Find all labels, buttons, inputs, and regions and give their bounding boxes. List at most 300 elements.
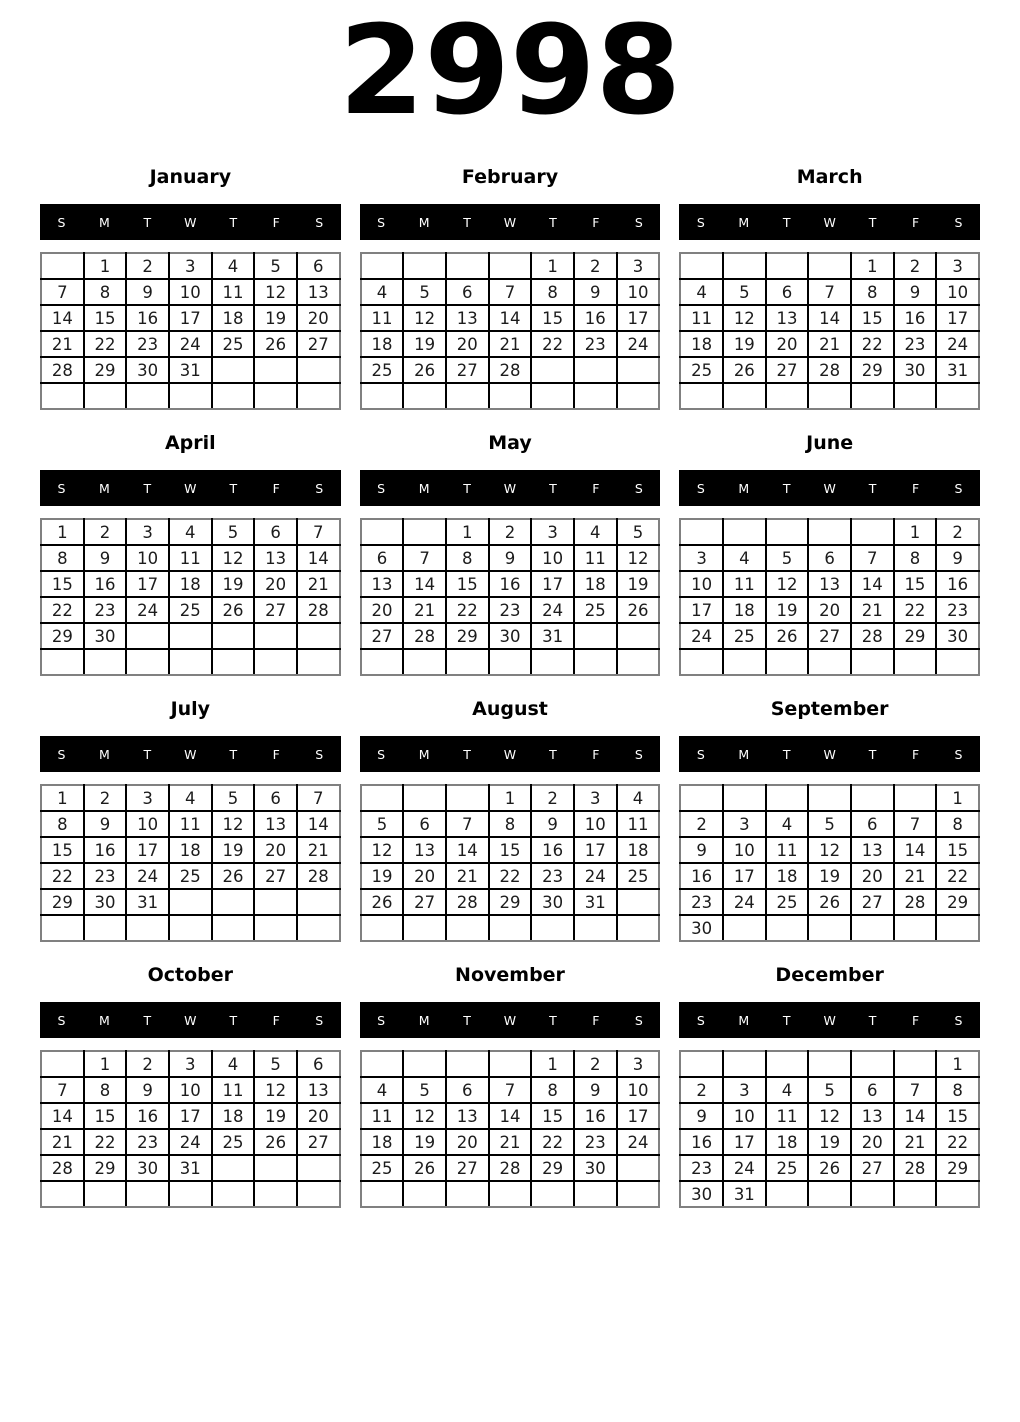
week-row — [680, 253, 979, 279]
day-cell: 12 — [254, 1077, 297, 1103]
weekday-label: S — [696, 214, 705, 230]
week-row — [41, 253, 340, 279]
day-cell: 10 — [723, 837, 766, 863]
empty-day-cell — [851, 1051, 894, 1077]
day-cell: 3 — [723, 811, 766, 837]
week-row — [361, 305, 660, 331]
day-cell: 6 — [851, 1077, 894, 1103]
empty-day-cell — [531, 915, 574, 941]
empty-day-cell — [574, 623, 617, 649]
empty-day-cell — [126, 915, 169, 941]
day-cell: 22 — [531, 331, 574, 357]
day-cell: 15 — [446, 571, 489, 597]
day-cell: 29 — [489, 889, 532, 915]
day-cell: 5 — [403, 1077, 446, 1103]
week-row — [41, 915, 340, 941]
day-cell: 13 — [297, 279, 340, 305]
day-cell: 23 — [84, 863, 127, 889]
week-row — [680, 545, 979, 571]
day-cell: 10 — [936, 279, 979, 305]
week-row — [41, 1181, 340, 1207]
empty-day-cell — [41, 1051, 84, 1077]
month-grid — [40, 518, 341, 676]
day-cell: 30 — [126, 1155, 169, 1181]
day-cell: 4 — [169, 785, 212, 811]
empty-day-cell — [297, 649, 340, 675]
day-cell: 28 — [489, 1155, 532, 1181]
empty-day-cell — [808, 519, 851, 545]
day-cell: 29 — [936, 1155, 979, 1181]
week-row — [41, 811, 340, 837]
day-cell: 11 — [361, 1103, 404, 1129]
day-cell: 26 — [212, 863, 255, 889]
month-september — [679, 698, 980, 942]
month-october — [40, 964, 341, 1208]
week-row — [41, 837, 340, 863]
weekday-header-bar — [40, 1002, 341, 1038]
empty-day-cell — [808, 785, 851, 811]
day-cell: 25 — [361, 357, 404, 383]
day-cell: 7 — [446, 811, 489, 837]
day-cell: 23 — [126, 331, 169, 357]
weekday-label: T — [143, 480, 152, 496]
weekday-label: W — [503, 214, 517, 230]
week-row — [680, 1181, 979, 1207]
empty-day-cell — [361, 383, 404, 409]
month-grid — [40, 1050, 341, 1208]
day-cell: 8 — [531, 279, 574, 305]
weekday-label: F — [272, 480, 280, 496]
day-cell: 8 — [446, 545, 489, 571]
day-cell: 4 — [361, 1077, 404, 1103]
day-cell: 30 — [489, 623, 532, 649]
week-row — [41, 785, 340, 811]
day-cell: 3 — [126, 785, 169, 811]
empty-day-cell — [169, 649, 212, 675]
day-cell: 16 — [574, 1103, 617, 1129]
day-cell: 7 — [808, 279, 851, 305]
empty-day-cell — [723, 519, 766, 545]
day-cell: 19 — [361, 863, 404, 889]
empty-day-cell — [403, 915, 446, 941]
day-cell: 31 — [531, 623, 574, 649]
weekday-label: T — [229, 480, 238, 496]
day-cell: 14 — [808, 305, 851, 331]
day-cell: 2 — [574, 253, 617, 279]
day-cell: 11 — [574, 545, 617, 571]
day-cell: 28 — [297, 597, 340, 623]
day-cell: 24 — [126, 863, 169, 889]
empty-day-cell — [446, 253, 489, 279]
week-row — [361, 889, 660, 915]
empty-day-cell — [446, 785, 489, 811]
week-row — [41, 279, 340, 305]
day-cell: 17 — [680, 597, 723, 623]
week-row — [361, 837, 660, 863]
day-cell: 6 — [297, 1051, 340, 1077]
empty-day-cell — [808, 383, 851, 409]
day-cell: 27 — [254, 863, 297, 889]
week-row — [361, 519, 660, 545]
empty-day-cell — [617, 1155, 660, 1181]
empty-day-cell — [851, 649, 894, 675]
empty-day-cell — [936, 915, 979, 941]
weekday-header-bar — [679, 1002, 980, 1038]
empty-day-cell — [212, 915, 255, 941]
day-cell: 10 — [531, 545, 574, 571]
day-cell: 6 — [254, 519, 297, 545]
empty-day-cell — [723, 1051, 766, 1077]
week-row — [361, 649, 660, 675]
day-cell: 7 — [403, 545, 446, 571]
month-title: January — [149, 166, 232, 188]
empty-day-cell — [361, 1181, 404, 1207]
day-cell: 29 — [84, 357, 127, 383]
day-cell: 19 — [403, 331, 446, 357]
empty-day-cell — [489, 915, 532, 941]
day-cell: 4 — [169, 519, 212, 545]
day-cell: 10 — [574, 811, 617, 837]
day-cell: 7 — [41, 1077, 84, 1103]
day-cell: 18 — [766, 863, 809, 889]
month-title: November — [455, 964, 565, 986]
empty-day-cell — [766, 1181, 809, 1207]
day-cell: 30 — [680, 1181, 723, 1207]
empty-day-cell — [808, 253, 851, 279]
empty-day-cell — [894, 785, 937, 811]
day-cell: 3 — [531, 519, 574, 545]
week-row — [361, 1181, 660, 1207]
day-cell: 3 — [617, 1051, 660, 1077]
weekday-label: T — [868, 214, 877, 230]
empty-day-cell — [766, 915, 809, 941]
day-cell: 13 — [361, 571, 404, 597]
weekday-label: T — [782, 480, 791, 496]
day-cell: 1 — [41, 785, 84, 811]
day-cell: 17 — [936, 305, 979, 331]
week-row — [41, 649, 340, 675]
day-cell: 25 — [212, 1129, 255, 1155]
day-cell: 12 — [723, 305, 766, 331]
day-cell: 15 — [489, 837, 532, 863]
day-cell: 11 — [723, 571, 766, 597]
day-cell: 22 — [41, 597, 84, 623]
week-row — [361, 357, 660, 383]
day-cell: 14 — [297, 811, 340, 837]
day-cell: 26 — [723, 357, 766, 383]
day-cell: 8 — [41, 811, 84, 837]
weekday-header-bar — [40, 204, 341, 240]
day-cell: 14 — [41, 305, 84, 331]
day-cell: 26 — [766, 623, 809, 649]
week-row — [680, 649, 979, 675]
empty-day-cell — [808, 915, 851, 941]
week-row — [41, 383, 340, 409]
empty-day-cell — [680, 1051, 723, 1077]
weekday-label: M — [738, 746, 750, 762]
week-row — [361, 383, 660, 409]
day-cell: 21 — [297, 571, 340, 597]
day-cell: 14 — [851, 571, 894, 597]
day-cell: 27 — [297, 331, 340, 357]
day-cell: 11 — [766, 1103, 809, 1129]
empty-day-cell — [617, 383, 660, 409]
month-november — [360, 964, 661, 1208]
day-cell: 12 — [361, 837, 404, 863]
weekday-label: S — [377, 214, 386, 230]
weekday-label: S — [57, 746, 66, 762]
day-cell: 28 — [403, 623, 446, 649]
empty-day-cell — [766, 253, 809, 279]
day-cell: 10 — [169, 279, 212, 305]
weekday-label: T — [229, 746, 238, 762]
week-row — [41, 545, 340, 571]
day-cell: 12 — [403, 1103, 446, 1129]
week-row — [361, 279, 660, 305]
day-cell: 12 — [766, 571, 809, 597]
empty-day-cell — [403, 1051, 446, 1077]
empty-day-cell — [361, 785, 404, 811]
day-cell: 28 — [489, 357, 532, 383]
empty-day-cell — [489, 383, 532, 409]
day-cell: 3 — [574, 785, 617, 811]
day-cell: 6 — [361, 545, 404, 571]
day-cell: 25 — [680, 357, 723, 383]
week-row — [361, 331, 660, 357]
weekday-label: S — [634, 480, 643, 496]
week-row — [680, 305, 979, 331]
day-cell: 29 — [41, 623, 84, 649]
month-may — [360, 432, 661, 676]
day-cell: 12 — [212, 811, 255, 837]
day-cell: 1 — [41, 519, 84, 545]
empty-day-cell — [169, 1181, 212, 1207]
month-december — [679, 964, 980, 1208]
day-cell: 21 — [489, 1129, 532, 1155]
weekday-label: S — [377, 746, 386, 762]
week-row — [680, 1077, 979, 1103]
weekday-label: T — [868, 480, 877, 496]
day-cell: 6 — [254, 785, 297, 811]
weekday-header-bar — [679, 470, 980, 506]
weekday-label: T — [463, 1012, 471, 1028]
day-cell: 16 — [489, 571, 532, 597]
day-cell: 23 — [574, 1129, 617, 1155]
day-cell: 21 — [41, 331, 84, 357]
day-cell: 19 — [254, 305, 297, 331]
day-cell: 21 — [489, 331, 532, 357]
empty-day-cell — [680, 519, 723, 545]
day-cell: 1 — [84, 1051, 127, 1077]
day-cell: 6 — [446, 1077, 489, 1103]
day-cell: 14 — [489, 305, 532, 331]
weekday-label: M — [738, 1012, 750, 1028]
weekday-label: T — [549, 1012, 557, 1028]
day-cell: 8 — [84, 279, 127, 305]
week-row — [680, 1155, 979, 1181]
weekday-header-bar — [679, 204, 980, 240]
day-cell: 4 — [680, 279, 723, 305]
month-grid — [40, 784, 341, 942]
day-cell: 27 — [808, 623, 851, 649]
empty-day-cell — [361, 253, 404, 279]
day-cell: 30 — [84, 889, 127, 915]
empty-day-cell — [723, 649, 766, 675]
day-cell: 9 — [126, 1077, 169, 1103]
week-row — [680, 1103, 979, 1129]
day-cell: 9 — [84, 545, 127, 571]
empty-day-cell — [41, 649, 84, 675]
month-title: December — [775, 964, 884, 986]
day-cell: 6 — [403, 811, 446, 837]
day-cell: 18 — [169, 571, 212, 597]
empty-day-cell — [723, 253, 766, 279]
day-cell: 8 — [41, 545, 84, 571]
day-cell: 11 — [212, 1077, 255, 1103]
empty-day-cell — [808, 1181, 851, 1207]
day-cell: 3 — [617, 253, 660, 279]
empty-day-cell — [574, 383, 617, 409]
day-cell: 9 — [531, 811, 574, 837]
empty-day-cell — [169, 915, 212, 941]
empty-day-cell — [84, 649, 127, 675]
weekday-label: S — [315, 214, 324, 230]
day-cell: 7 — [894, 1077, 937, 1103]
day-cell: 20 — [361, 597, 404, 623]
day-cell: 9 — [84, 811, 127, 837]
empty-day-cell — [489, 253, 532, 279]
day-cell: 26 — [254, 331, 297, 357]
day-cell: 16 — [894, 305, 937, 331]
empty-day-cell — [936, 383, 979, 409]
weekday-label: F — [911, 214, 920, 230]
day-cell: 27 — [361, 623, 404, 649]
day-cell: 1 — [936, 785, 979, 811]
day-cell: 8 — [489, 811, 532, 837]
weekday-header-bar — [360, 1002, 661, 1038]
weekday-label: S — [696, 480, 705, 496]
weekday-label: F — [592, 480, 600, 496]
day-cell: 14 — [894, 837, 937, 863]
day-cell: 20 — [297, 305, 340, 331]
day-cell: 30 — [84, 623, 127, 649]
weekday-header-bar — [679, 736, 980, 772]
day-cell: 25 — [574, 597, 617, 623]
day-cell: 25 — [766, 889, 809, 915]
day-cell: 17 — [169, 305, 212, 331]
empty-day-cell — [403, 253, 446, 279]
day-cell: 17 — [126, 571, 169, 597]
empty-day-cell — [680, 253, 723, 279]
day-cell: 4 — [361, 279, 404, 305]
day-cell: 10 — [169, 1077, 212, 1103]
empty-day-cell — [851, 785, 894, 811]
day-cell: 9 — [574, 1077, 617, 1103]
weekday-label: T — [782, 1012, 791, 1028]
day-cell: 6 — [851, 811, 894, 837]
day-cell: 26 — [361, 889, 404, 915]
day-cell: 20 — [808, 597, 851, 623]
day-cell: 15 — [84, 1103, 127, 1129]
day-cell: 26 — [212, 597, 255, 623]
day-cell: 26 — [808, 1155, 851, 1181]
day-cell: 30 — [936, 623, 979, 649]
weekday-label: S — [696, 1012, 705, 1028]
day-cell: 18 — [212, 305, 255, 331]
empty-day-cell — [254, 1155, 297, 1181]
weekday-label: M — [99, 480, 110, 496]
empty-day-cell — [617, 623, 660, 649]
weekday-label: S — [954, 480, 963, 496]
week-row — [680, 837, 979, 863]
day-cell: 10 — [617, 279, 660, 305]
week-row — [680, 357, 979, 383]
day-cell: 23 — [680, 889, 723, 915]
day-cell: 11 — [212, 279, 255, 305]
day-cell: 14 — [403, 571, 446, 597]
day-cell: 12 — [808, 1103, 851, 1129]
empty-day-cell — [574, 1181, 617, 1207]
empty-day-cell — [446, 1051, 489, 1077]
empty-day-cell — [41, 1181, 84, 1207]
weekday-label: S — [57, 214, 66, 230]
day-cell: 13 — [851, 1103, 894, 1129]
day-cell: 26 — [403, 357, 446, 383]
empty-day-cell — [126, 383, 169, 409]
day-cell: 28 — [851, 623, 894, 649]
day-cell: 24 — [680, 623, 723, 649]
day-cell: 23 — [489, 597, 532, 623]
year-title: 2998 — [338, 0, 682, 143]
week-row — [680, 597, 979, 623]
day-cell: 17 — [126, 837, 169, 863]
empty-day-cell — [894, 649, 937, 675]
month-title: September — [770, 698, 889, 720]
day-cell: 23 — [84, 597, 127, 623]
empty-day-cell — [84, 1181, 127, 1207]
weekday-label: S — [377, 1012, 386, 1028]
empty-day-cell — [617, 915, 660, 941]
day-cell: 5 — [808, 1077, 851, 1103]
weekday-label: T — [463, 480, 471, 496]
empty-day-cell — [254, 889, 297, 915]
day-cell: 18 — [680, 331, 723, 357]
day-cell: 22 — [446, 597, 489, 623]
day-cell: 3 — [936, 253, 979, 279]
month-grid — [360, 784, 661, 942]
empty-day-cell — [169, 383, 212, 409]
day-cell: 15 — [851, 305, 894, 331]
empty-day-cell — [766, 785, 809, 811]
weekday-label: T — [143, 1012, 152, 1028]
weekday-label: W — [823, 1012, 836, 1028]
day-cell: 8 — [851, 279, 894, 305]
day-cell: 1 — [851, 253, 894, 279]
week-row — [680, 279, 979, 305]
day-cell: 5 — [766, 545, 809, 571]
week-row — [361, 597, 660, 623]
empty-day-cell — [403, 383, 446, 409]
weekday-label: W — [823, 480, 836, 496]
day-cell: 21 — [41, 1129, 84, 1155]
day-cell: 23 — [894, 331, 937, 357]
weekday-label: S — [315, 1012, 324, 1028]
day-cell: 29 — [851, 357, 894, 383]
weekday-label: T — [868, 746, 877, 762]
week-row — [361, 1051, 660, 1077]
day-cell: 17 — [723, 1129, 766, 1155]
empty-day-cell — [489, 1181, 532, 1207]
